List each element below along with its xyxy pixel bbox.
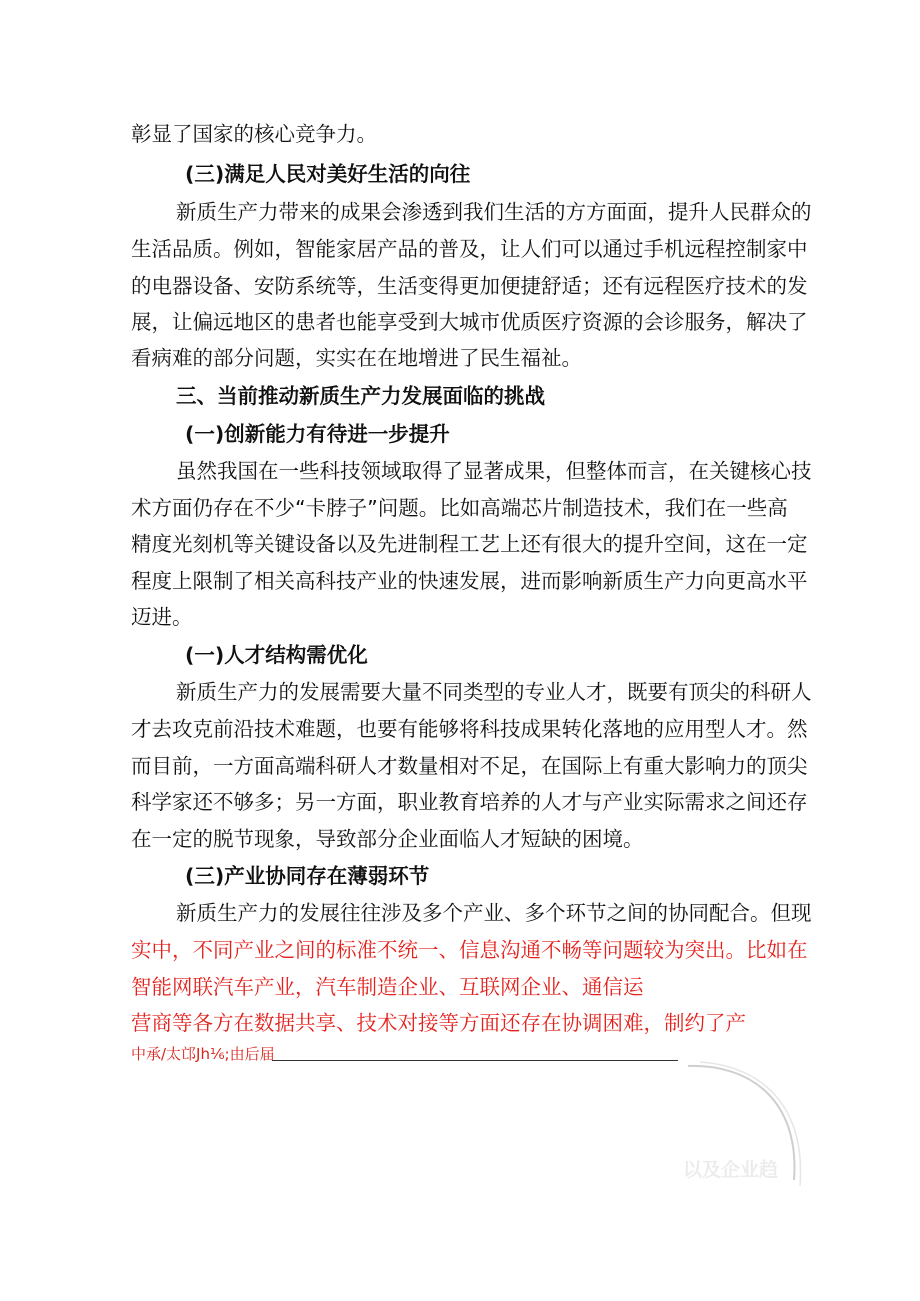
highlighted-paragraph-line: 实中，不同产业之间的标准不统一、信息沟通不畅等问题较为突出。比如在 <box>131 938 808 962</box>
footer-rule <box>272 1060 678 1061</box>
highlighted-paragraph-line: 智能网联汽车产业，汽车制造企业、互联网企业、通信运 <box>131 975 644 999</box>
paragraph-line: 才去攻克前沿技术难题，也要有能够将科技成果转化落地的应用型人才。然 <box>131 717 808 741</box>
paragraph-line: 新质生产力的发展需要大量不同类型的专业人才，既要有顶尖的科研人 <box>176 680 812 704</box>
paragraph-line: 彰显了国家的核心竞争力。 <box>131 122 377 146</box>
paragraph-line: 精度光刻机等关键设备以及先进制程工艺上还有很大的提升空间，这在一定 <box>131 532 808 556</box>
section-heading: (一)人才结构需优化 <box>185 643 368 667</box>
paragraph-line: 新质生产力的发展往往涉及多个产业、多个环节之间的协同配合。但现 <box>176 901 812 925</box>
paragraph-line: 新质生产力带来的成果会渗透到我们生活的方方面面，提升人民群众的 <box>176 200 812 224</box>
paragraph-line: 看病难的部分问题，实实在在地增进了民生福祉。 <box>131 346 582 370</box>
paragraph-line: 科学家还不够多；另一方面，职业教育培养的人才与产业实际需求之间还存 <box>131 790 808 814</box>
paragraph-line: 迈进。 <box>131 605 193 629</box>
paragraph-line: 而目前，一方面高端科研人才数量相对不足，在国际上有重大影响力的顶尖 <box>131 754 808 778</box>
section-heading: (一)创新能力有待进一步提升 <box>185 422 450 446</box>
watermark: 以及企业趋 <box>683 1159 779 1181</box>
highlighted-paragraph-line: 营商等各方在数据共享、技术对接等方面还存在协调困难，制约了产 <box>131 1011 746 1035</box>
section-heading: (三)产业协同存在薄弱环节 <box>185 864 430 888</box>
paragraph-line: 生活品质。例如，智能家居产品的普及，让人们可以通过手机远程控制家中 <box>131 237 808 261</box>
chapter-heading: 三、当前推动新质生产力发展面临的挑战 <box>176 384 545 408</box>
section-heading: (三)满足人民对美好生活的向往 <box>185 162 471 186</box>
paragraph-line: 在一定的脱节现象，导致部分企业面临人才短缺的困境。 <box>131 827 644 851</box>
paragraph-line: 程度上限制了相关高科技产业的快速发展，进而影响新质生产力向更高水平 <box>131 569 808 593</box>
paragraph-line: 展，让偏远地区的患者也能享受到大城市优质医疗资源的会诊服务，解决了 <box>131 310 808 334</box>
paragraph-line: 虽然我国在一些科技领域取得了显著成果，但整体而言，在关键核心技 <box>176 459 812 483</box>
paragraph-line: 的电器设备、安防系统等，生活变得更加便捷舒适；还有远程医疗技术的发 <box>131 274 808 298</box>
footer-text: 中承/太邙Jh⅙;由后届 <box>131 1045 275 1063</box>
paragraph-line: 术方面仍存在不少“卡脖子”问题。比如高端芯片制造技术，我们在一些高 <box>131 496 788 520</box>
